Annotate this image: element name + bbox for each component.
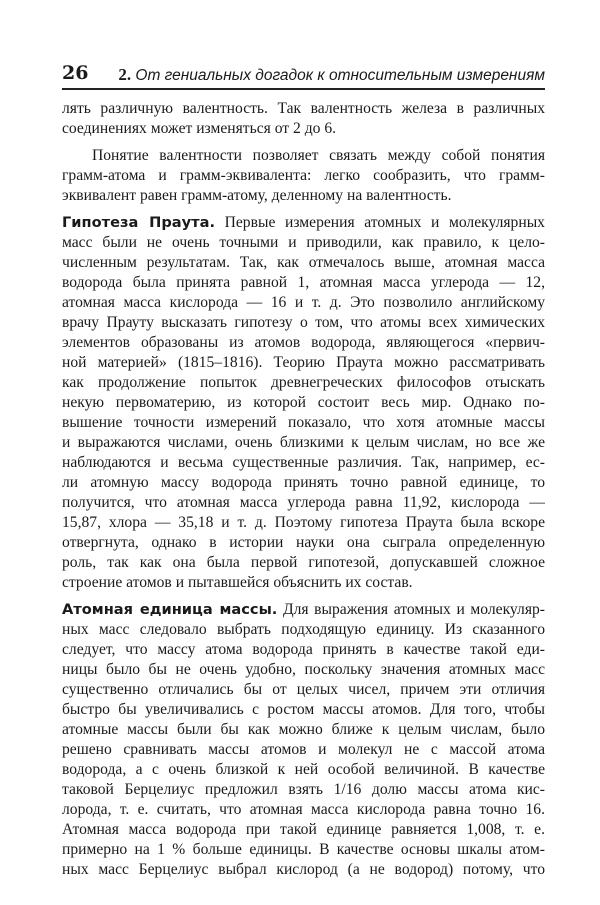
line-text: Первые измерения атомных и молекулярных	[224, 214, 545, 231]
line-text: следует, что массу атома водорода принять в качестве такой еди-	[62, 641, 545, 658]
text-line	[62, 640, 545, 660]
text-line	[62, 513, 545, 533]
section-heading: Атомная единица массы.	[62, 601, 278, 618]
text-line	[62, 253, 545, 273]
text-line	[62, 166, 545, 186]
line-text: получится, что атомная масса углерода равна 11,92, кислорода —	[62, 494, 545, 511]
text-line	[62, 800, 545, 820]
line-text: существенно отличались бы от целых чисел, причем эти отличия	[62, 681, 545, 698]
text-line	[62, 720, 545, 740]
text-line	[62, 233, 545, 253]
line-text: численным результатам. Так, как отмечалось выше, атомная масса	[62, 254, 545, 271]
line-text: Понятие валентности позволяет связать между собой понятия	[92, 147, 545, 164]
text-line	[62, 820, 545, 840]
page-number: 26	[62, 62, 89, 84]
paragraph	[62, 99, 545, 139]
line-text: атомная масса кислорода — 16 и т. д. Это позволило английскому	[62, 294, 545, 311]
section-heading: Гипотеза Праута.	[62, 214, 215, 231]
text-line	[62, 493, 545, 513]
paragraph	[62, 146, 545, 206]
line-text: ных масс Берцелиус выбрал кислород (а не водород) потому, что	[62, 861, 545, 878]
line-text: 15,87, хлора — 35,18 и т. д. Поэтому гипотеза Праута была вскоре	[62, 514, 545, 531]
text-line	[62, 313, 545, 333]
line-text: наблюдаются и весьма существенные различия. Так, например, ес-	[62, 454, 545, 471]
line-text: ной материей» (1815–1816). Теорию Праута можно рассматривать	[62, 354, 545, 371]
line-text: ных масс следовало выбрать подходящую единицу. Из сказанного	[62, 621, 545, 638]
line-text: соединениях может изменяться от 2 до 6.	[62, 120, 337, 137]
line-text: лять различную валентность. Так валентность железа в различных	[62, 100, 545, 117]
text-line	[62, 680, 545, 700]
line-text: грамм-атома и грамм-эквивалента: легко сообразить, что грамм-	[62, 167, 545, 184]
text-line	[62, 453, 545, 473]
text-line	[62, 780, 545, 800]
line-text: некую первоматерию, из которой состоит весь мир. Однако по-	[62, 394, 545, 411]
line-text: примерно на 1 % больше единицы. В качестве основы шкалы атом-	[62, 841, 545, 858]
line-text: лорода, т. е. считать, что атомная масса кислорода равна точно 16.	[62, 801, 545, 818]
text-line	[62, 740, 545, 760]
text-line	[62, 760, 545, 780]
line-text: и выражаются числами, очень близкими к целым числам, но все же	[62, 434, 545, 451]
line-text: отвергнута, однако в истории науки она сыграла определенную	[62, 534, 545, 551]
chapter-title	[118, 65, 545, 85]
line-text: водорода была принята равной 1, атомная масса углерода — 12,	[62, 274, 545, 291]
running-header	[62, 60, 545, 90]
text-line	[62, 573, 545, 593]
text-line	[62, 553, 545, 573]
text-line	[62, 393, 545, 413]
text-line	[62, 473, 545, 493]
text-line	[62, 373, 545, 393]
line-text: как продолжение попыток древнегреческих философов отыскать	[62, 374, 545, 391]
text-line	[62, 293, 545, 313]
line-text: строение атомов и пытавшейся объяснить их состав.	[62, 574, 413, 591]
line-text: ницы было бы не очень удобно, поскольку значения атомных масс	[62, 661, 545, 678]
text-line	[62, 119, 545, 139]
text-line	[62, 660, 545, 680]
paragraph	[62, 600, 545, 880]
text-line	[62, 860, 545, 880]
text-line	[62, 333, 545, 353]
line-text: масс были не очень точными и приводили, как правило, к цело-	[62, 234, 545, 251]
line-text: решено сравнивать массы атомов и молекул не с массой атома	[62, 741, 545, 758]
page-body	[62, 99, 545, 887]
text-line	[62, 533, 545, 553]
text-line	[62, 146, 545, 166]
text-line	[62, 433, 545, 453]
chapter-title-text: От гениальных догадок к относительным измерениям	[135, 67, 545, 84]
paragraph	[62, 213, 545, 593]
line-text: быстро бы увеличивались с ростом массы атомов. Для того, чтобы	[62, 701, 545, 718]
text-line	[62, 273, 545, 293]
text-line	[62, 213, 545, 233]
text-line	[62, 840, 545, 860]
text-line	[62, 700, 545, 720]
text-line	[62, 353, 545, 373]
text-line	[62, 413, 545, 433]
line-text: эквивалент равен грамм-атому, деленному на валентность.	[62, 187, 452, 204]
line-text: роль, так как она была первой гипотезой, допускавшей сложное	[62, 554, 545, 571]
text-line	[62, 600, 545, 620]
line-text: ли атомную массу водорода принять точно равной единице, то	[62, 474, 545, 491]
line-text: вышение точности измерений показало, что хотя атомные массы	[62, 414, 545, 431]
line-text: водорода, а с очень близкой к ней особой величиной. В качестве	[62, 761, 545, 778]
text-line	[62, 186, 545, 206]
line-text: Для выражения атомных и молекуляр-	[282, 601, 545, 618]
chapter-number: 2.	[118, 65, 132, 84]
text-line	[62, 620, 545, 640]
line-text: элементов образованы из атомов водорода, являющегося «первич-	[62, 334, 545, 351]
line-text: Атомная масса водорода при такой единице равняется 1,008, т. е.	[62, 821, 545, 838]
text-line	[62, 99, 545, 119]
line-text: таковой Берцелиус предложил взять 1/16 долю массы атома кис-	[62, 781, 545, 798]
line-text: врачу Прауту высказать гипотезу о том, что атомы всех химических	[62, 314, 545, 331]
line-text: атомные массы были бы как можно ближе к целым числам, было	[62, 721, 545, 738]
